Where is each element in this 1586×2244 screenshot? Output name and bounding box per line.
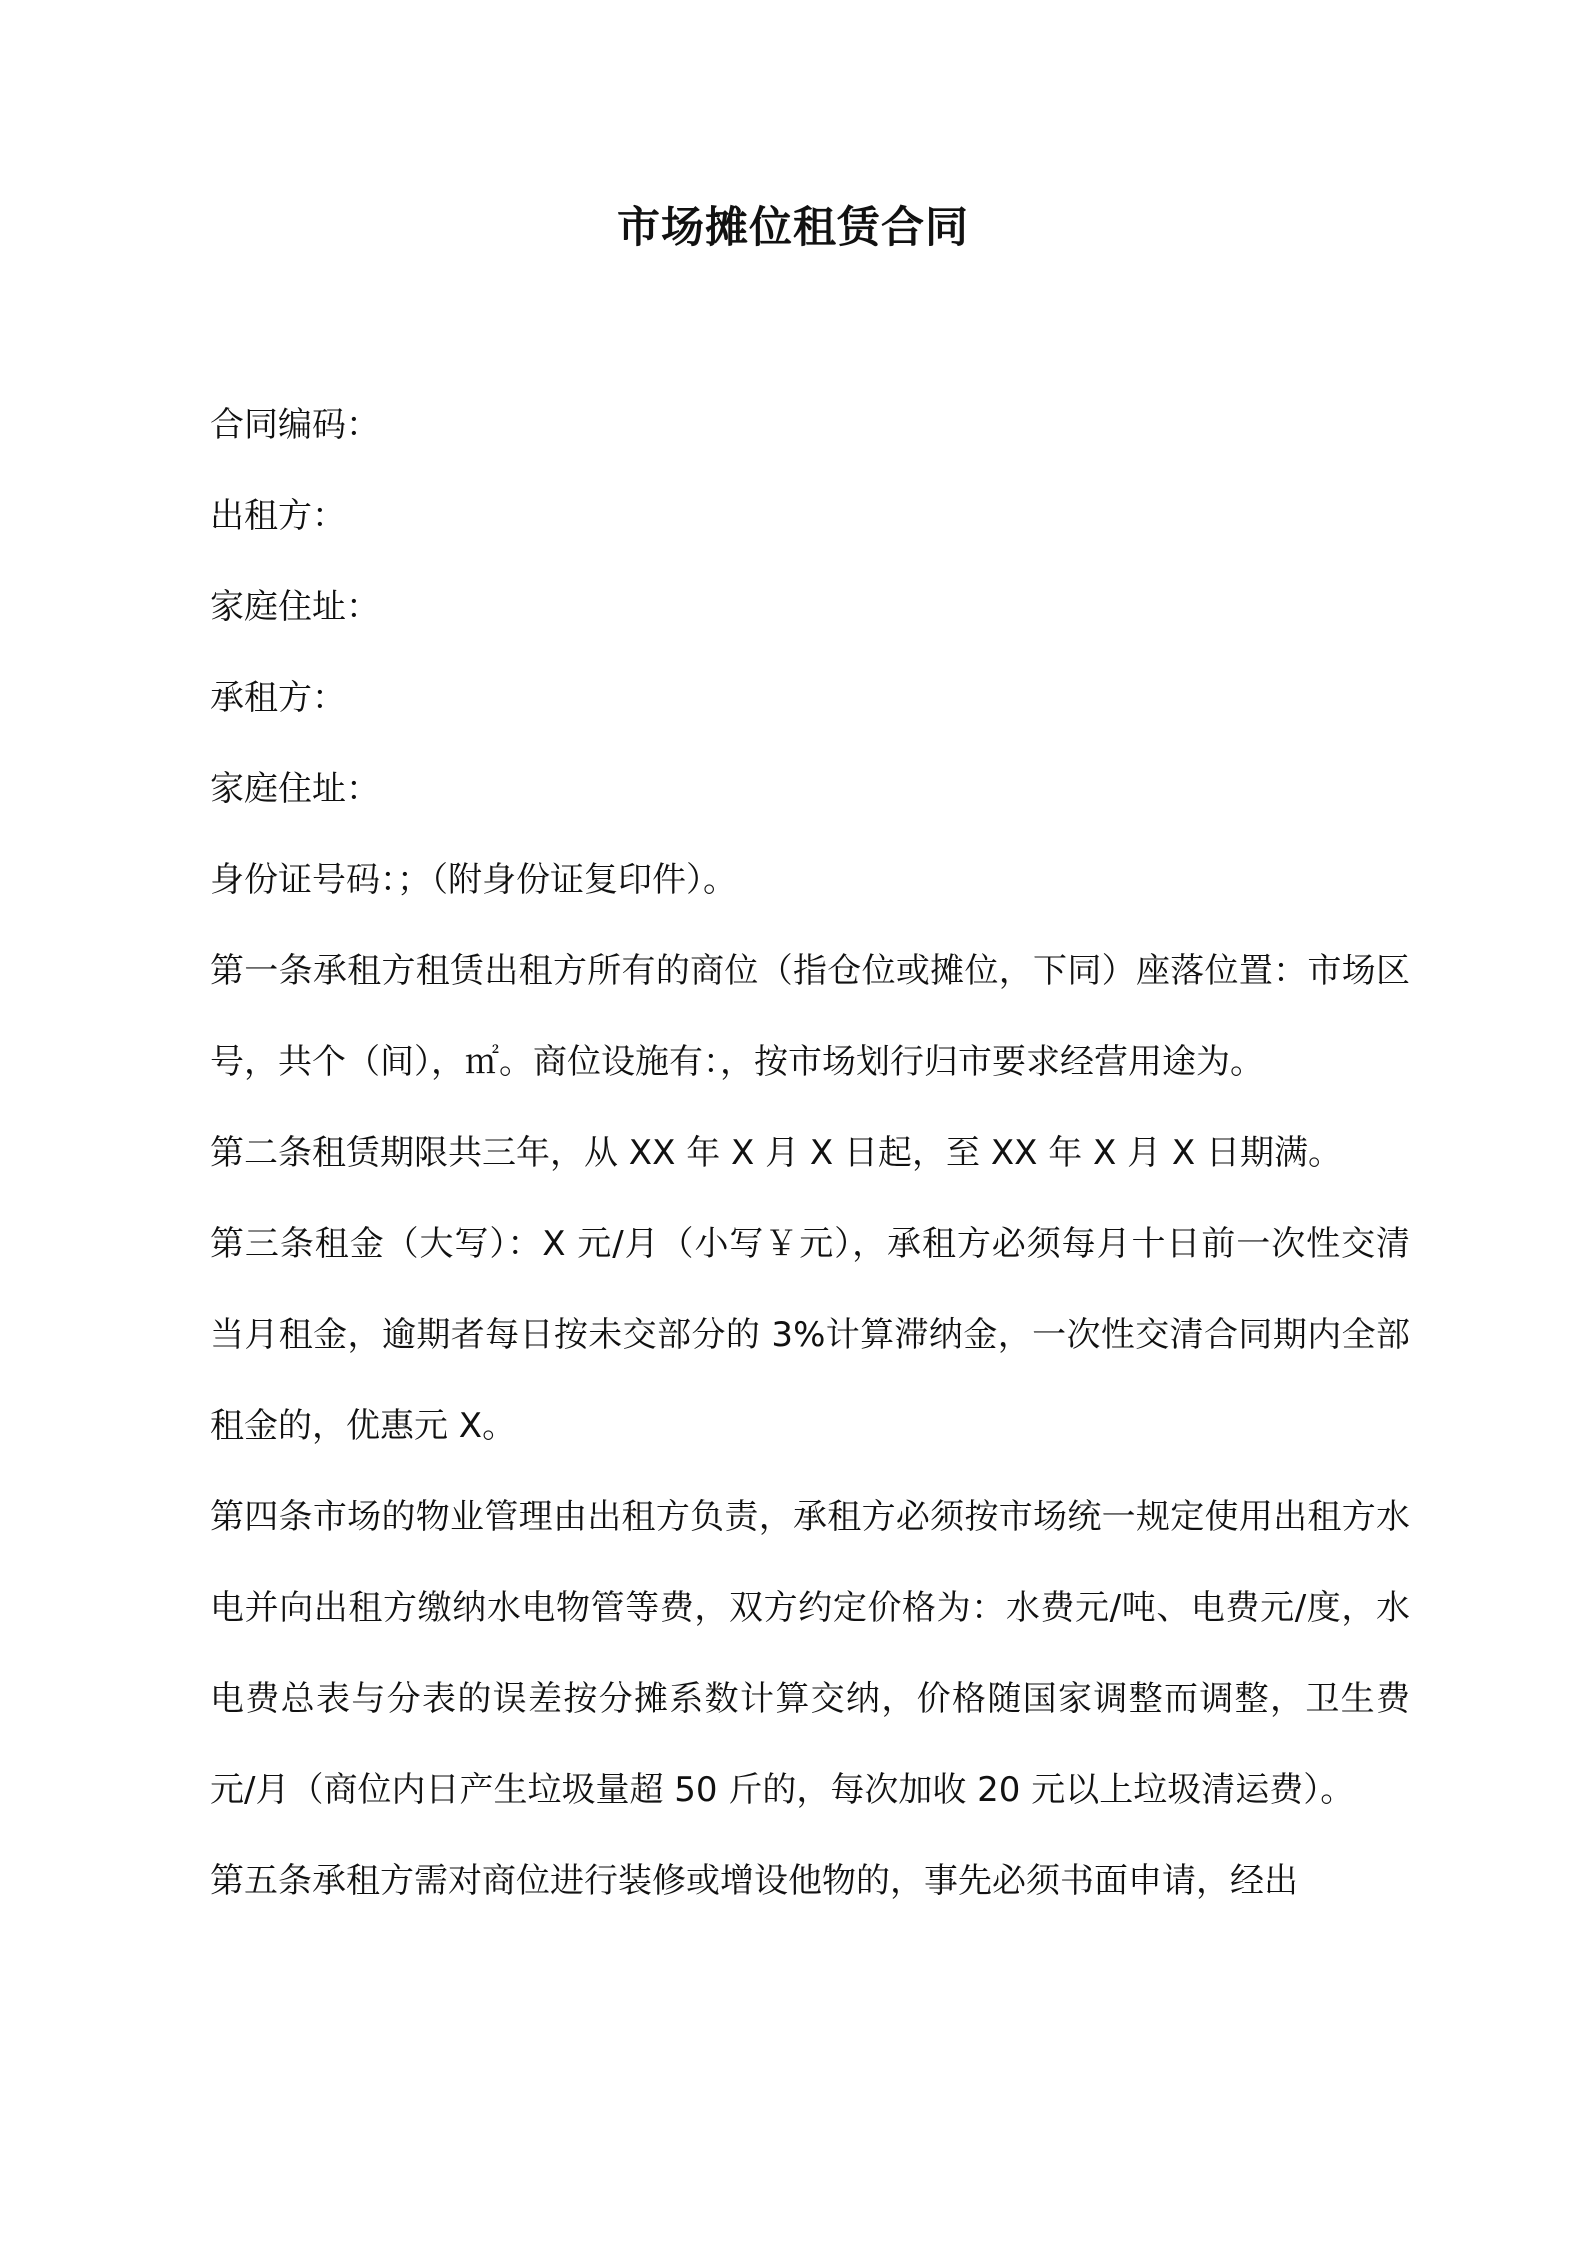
- clause-5: 第五条承租方需对商位进行装修或增设他物的，事先必须书面申请，经出: [210, 1861, 1298, 1901]
- contract-number-field: 合同编码：: [210, 405, 380, 445]
- document-title: 市场摊位租赁合同: [617, 203, 969, 253]
- document-body: [210, 380, 1410, 1927]
- lessee-address-field: 家庭住址：: [210, 769, 380, 809]
- clause-1: 第一条承租方租赁出租方所有的商位（指仓位或摊位，下同）座落位置：市场区号，共个（间），㎡。商位设施有：，按市场划行归市要求经营用途为。: [210, 951, 1410, 1082]
- id-number-field: 身份证号码：；（附身份证复印件）。: [210, 860, 737, 900]
- lessor-field: 出租方：: [210, 496, 346, 536]
- clause-3: 第三条租金（大写）：X 元/月（小写￥元），承租方必须每月十日前一次性交清当月租金，逾期者每日按未交部分的 3%计算滞纳金，一次性交清合同期内全部租金的，优惠元 X。: [210, 1224, 1410, 1446]
- lessor-address-field: 家庭住址：: [210, 587, 380, 627]
- lessee-field: 承租方：: [210, 678, 346, 718]
- clause-4: 第四条市场的物业管理由出租方负责，承租方必须按市场统一规定使用出租方水电并向出租方缴纳水电物管等费，双方约定价格为：水费元/吨、电费元/度，水电费总表与分表的误差按分摊系数计算交纳，价格随国家调整而调整，卫生费元/月（商位内日产生垃圾量超 50 斤的，每次加收 20 元以上垃圾清运费）。: [210, 1497, 1410, 1810]
- clause-2: 第二条租赁期限共三年，从 XX 年 X 月 X 日起，至 XX 年 X 月 X 日期满。: [210, 1133, 1343, 1173]
